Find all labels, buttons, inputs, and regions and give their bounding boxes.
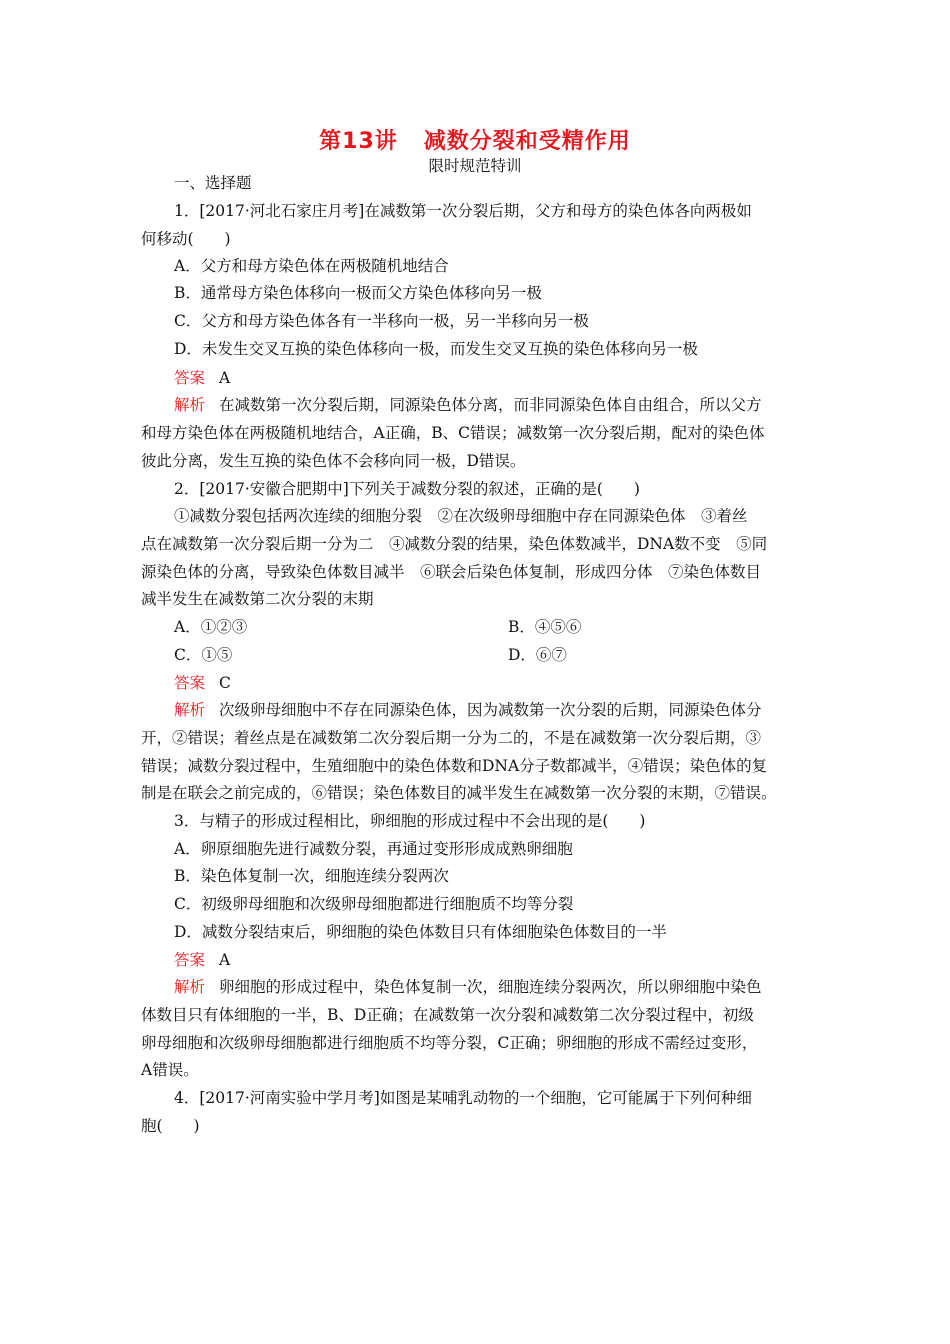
answer-label: 答案 xyxy=(174,951,206,969)
q1-option-a: A．父方和母方染色体在两极随机地结合 xyxy=(174,257,449,275)
q1-answer-value: A xyxy=(219,369,231,387)
answer-label: 答案 xyxy=(174,369,206,387)
q3-analysis-line1: 解析 卵细胞的形成过程中，染色体复制一次，细胞连续分裂两次，所以卵细胞中染色 xyxy=(174,978,762,996)
q2-analysis-line2: 开，②错误；着丝点是在减数第二次分裂后期一分为二的，不是在减数第一次分裂后期，③ xyxy=(141,729,762,747)
q4-stem-line2: 胞( ) xyxy=(141,1117,200,1135)
q3-answer-value: A xyxy=(219,951,231,969)
q1-analysis-line1: 解析 在减数第一次分裂后期，同源染色体分离，而非同源染色体自由组合，所以父方 xyxy=(174,396,762,414)
q2-analysis-line3: 错误；减数分裂过程中，生殖细胞中的染色体数和DNA分子数都减半，④错误；染色体的复 xyxy=(141,757,768,775)
q1-stem-line1: 1．[2017·河北石家庄月考]在减数第一次分裂后期，父方和母方的染色体各向两极如 xyxy=(174,202,752,220)
lecture-topic: 减数分裂和受精作用 xyxy=(423,129,631,154)
answer-label: 答案 xyxy=(174,674,206,692)
q1-analysis-line2: 和母方染色体在两极随机地结合，A正确，B、C错误；减数第一次分裂后期，配对的染色体 xyxy=(141,424,765,442)
q3-answer xyxy=(174,950,230,970)
q2-option-b: B．④⑤⑥ xyxy=(508,618,582,636)
q2-answer-value: C xyxy=(219,674,231,692)
q4-stem-line1: 4．[2017·河南实验中学月考]如图是某哺乳动物的一个细胞，它可能属于下列何种细 xyxy=(174,1089,752,1107)
q2-option-c: C．①⑤ xyxy=(174,646,233,664)
q1-stem-line2: 何移动( ) xyxy=(141,230,231,248)
q3-option-d: D．减数分裂结束后，卵细胞的染色体数目只有体细胞染色体数目的一半 xyxy=(174,923,667,941)
analysis-label: 解析 xyxy=(174,701,206,719)
q3-option-b: B．染色体复制一次，细胞连续分裂两次 xyxy=(174,867,449,885)
q2-option-a: A．①②③ xyxy=(174,618,248,636)
q3-option-a: A．卵原细胞先进行减数分裂，再通过变形形成成熟卵细胞 xyxy=(174,840,573,858)
q3-analysis-line4: A错误。 xyxy=(141,1061,199,1079)
analysis-label: 解析 xyxy=(174,978,206,996)
q2-statements-line3: 源染色体的分离，导致染色体数目减半 ⑥联会后染色体复制，形成四分体 ⑦染色体数目 xyxy=(141,563,762,581)
q1-option-d: D．未发生交叉互换的染色体移向一极，而发生交叉互换的染色体移向另一极 xyxy=(174,340,698,358)
section-heading: 一、选择题 xyxy=(174,174,252,192)
q2-statements-line1: ①减数分裂包括两次连续的细胞分裂 ②在次级卵母细胞中存在同源染色体 ③着丝 xyxy=(174,507,748,525)
q2-answer xyxy=(174,673,231,693)
q1-analysis-line3: 彼此分离，发生互换的染色体不会移向同一极，D错误。 xyxy=(141,452,526,470)
q3-analysis-line3: 卵母细胞和次级卵母细胞都进行细胞质不均等分裂，C正确；卵细胞的形成不需经过变形， xyxy=(141,1034,758,1052)
page-title xyxy=(0,124,950,155)
q2-statements-line2: 点在减数第一次分裂后期一分为二 ④减数分裂的结果，染色体数减半，DNA数不变 ⑤同 xyxy=(141,535,768,553)
q2-analysis-line4: 制是在联会之前完成的，⑥错误；染色体数目的减半发生在减数第一次分裂的末期，⑦错误。 xyxy=(141,784,777,802)
q2-statements-line4: 减半发生在减数第二次分裂的末期 xyxy=(141,590,374,608)
q1-option-c: C．父方和母方染色体各有一半移向一极，另一半移向另一极 xyxy=(174,312,589,330)
q2-stem: 2．[2017·安徽合肥期中]下列关于减数分裂的叙述，正确的是( ) xyxy=(174,480,640,498)
page-subtitle: 限时规范特训 xyxy=(428,157,522,175)
q3-option-c: C．初级卵母细胞和次级卵母细胞都进行细胞质不均等分裂 xyxy=(174,895,574,913)
lecture-number: 第13讲 xyxy=(319,129,398,154)
q2-option-d: D．⑥⑦ xyxy=(508,646,567,664)
q2-analysis-line1: 解析 次级卵母细胞中不存在同源染色体，因为减数第一次分裂的后期，同源染色体分 xyxy=(174,701,762,719)
q3-stem: 3．与精子的形成过程相比，卵细胞的形成过程中不会出现的是( ) xyxy=(174,812,646,830)
q1-answer xyxy=(174,368,230,388)
q1-option-b: B．通常母方染色体移向一极而父方染色体移向另一极 xyxy=(174,284,542,302)
analysis-label: 解析 xyxy=(174,396,206,414)
q3-analysis-line2: 体数目只有体细胞的一半，B、D正确；在减数第一次分裂和减数第二次分裂过程中，初级 xyxy=(141,1006,754,1024)
